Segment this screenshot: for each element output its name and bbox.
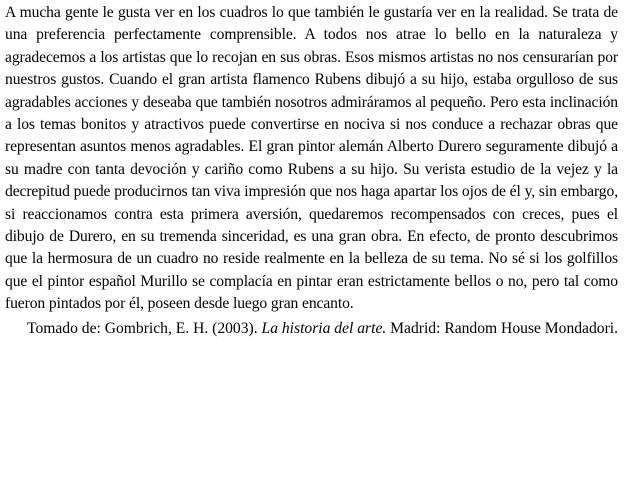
source-citation <box>5 318 618 340</box>
citation-suffix: Madrid: Random House Mondadori. <box>386 319 618 337</box>
citation-prefix: Tomado de: Gombrich, E. H. (2003). <box>27 319 262 337</box>
body-paragraph: A mucha gente le gusta ver en los cuadros lo que también le gustaría ver en la realidad. Se trata de una preferencia perfectamente comprensible. A todos nos atrae lo bello en la naturaleza y agradecemos a los artistas que lo recojan en sus obras. Esos mismos artistas no nos censurarían por nuestros gustos. Cuando el gran artista flamenco Rubens dibujó a su hijo, estaba orgulloso de sus agradables acciones y deseaba que también nosotros admiráramos al pequeño. Pero esta inclinación a los temas bonitos y atractivos puede convertirse en nociva si nos conduce a rechazar obras que representan asuntos menos agradables. El gran pintor alemán Alberto Durero seguramente dibujó a su madre con tanta devoción y cariño como Rubens a su hijo. Su verista estudio de la vejez y la decrepitud puede producirnos tan viva impresión que nos haga apartar los ojos de él y, sin embargo, si reaccionamos contra esta primera aversión, quedaremos recompensados con creces, pues el dibujo de Durero, en su tremenda sinceridad, es una gran obra. En efecto, de pronto descubrimos que la hermosura de un cuadro no reside realmente en la belleza de su tema. No sé si los golfillos que el pintor español Murillo se complacía en pintar eran estrictamente bellos o no, pero tal como fueron pintados por él, poseen desde luego gran encanto. <box>5 4 618 313</box>
citation-book-title: La historia del arte. <box>261 319 387 337</box>
